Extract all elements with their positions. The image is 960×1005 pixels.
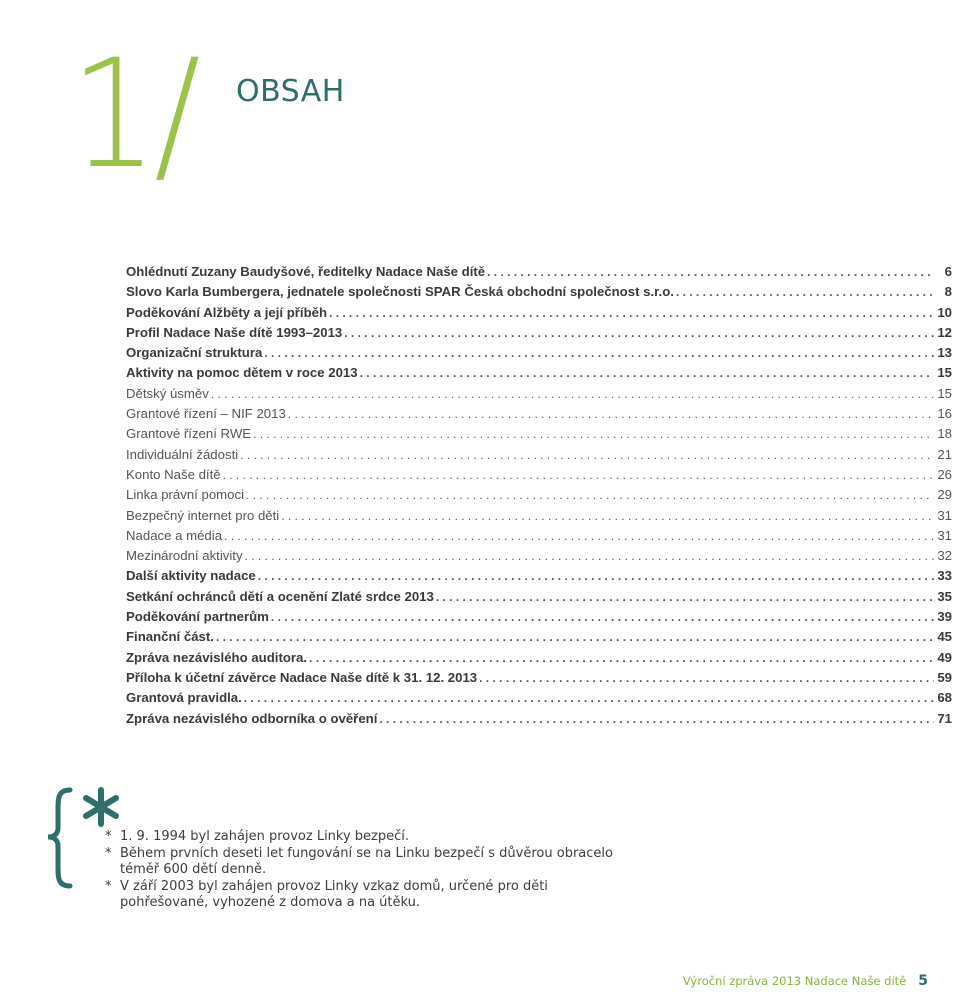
toc-leader-dots	[379, 709, 934, 729]
toc-leader-dots	[436, 587, 934, 607]
toc-item[interactable]	[126, 506, 952, 526]
page-number: 5	[918, 973, 928, 989]
fact-text: Během prvních deseti let fungování se na Linku bezpečí s důvěrou obracelo téměř 600 dětí denně.	[120, 845, 613, 877]
toc-item-page: 16	[937, 406, 952, 422]
toc-leader-dots	[258, 566, 934, 586]
fact-text: V září 2003 byl zahájen provoz Linky vzkaz domů, určené pro děti pohřešované, vyhozené z domova a na útěku.	[120, 878, 548, 910]
toc-item-title: Zpráva nezávislého auditora.	[126, 649, 308, 665]
toc-item[interactable]	[126, 424, 952, 444]
toc-leader-dots	[216, 627, 934, 647]
page-footer	[683, 973, 928, 989]
toc-leader-dots	[264, 343, 934, 363]
toc-item[interactable]	[126, 688, 952, 708]
toc-item[interactable]	[126, 282, 952, 302]
fact-bullet: *	[105, 829, 112, 844]
toc-item-page: 15	[937, 365, 952, 381]
toc-leader-dots	[244, 688, 934, 708]
toc-item[interactable]	[126, 363, 952, 383]
toc-item-title: Mezinárodní aktivity	[126, 548, 243, 564]
toc-item-title: Zpráva nezávislého odborníka o ověření	[126, 710, 378, 726]
toc-item-page: 21	[937, 446, 952, 462]
toc-item[interactable]	[126, 404, 952, 424]
toc-item[interactable]	[126, 323, 952, 343]
toc-item-page: 15	[937, 385, 952, 401]
toc-leader-dots	[288, 404, 934, 424]
toc-leader-dots	[360, 363, 934, 383]
toc-item-title: Setkání ochránců dětí a ocenění Zlaté srdce 2013	[126, 588, 434, 604]
toc-item-title: Profil Nadace Naše dítě 1993–2013	[126, 324, 343, 340]
toc-item-title: Grantová pravidla.	[126, 690, 242, 706]
toc-item-page: 39	[937, 609, 952, 625]
fact-item	[105, 829, 630, 846]
toc-item[interactable]	[126, 709, 952, 729]
toc-leader-dots	[240, 445, 934, 465]
toc-leader-dots	[676, 282, 934, 302]
footer-report-title: Výroční zpráva 2013 Nadace Naše dítě	[682, 974, 907, 988]
fact-bullet: *	[105, 878, 112, 894]
toc-item[interactable]	[126, 485, 952, 505]
toc-leader-dots	[223, 465, 934, 485]
toc-leader-dots	[479, 668, 934, 688]
toc-item-page: 35	[937, 588, 952, 604]
toc-leader-dots	[211, 384, 934, 404]
toc-item[interactable]	[126, 343, 952, 363]
toc-item-page: 49	[937, 649, 952, 665]
toc-item[interactable]	[126, 668, 952, 688]
toc-item-title: Konto Naše dítě	[126, 466, 221, 482]
table-of-contents	[126, 262, 952, 729]
toc-item-title: Příloha k účetní závěrce Nadace Naše dítě k 31. 12. 2013	[126, 669, 478, 685]
toc-leader-dots	[245, 546, 934, 566]
toc-item-title: Finanční část.	[126, 629, 214, 645]
toc-item[interactable]	[126, 445, 952, 465]
facts-list	[105, 829, 630, 912]
toc-item-page: 13	[937, 345, 952, 361]
toc-item-page: 68	[937, 690, 952, 706]
toc-item[interactable]	[126, 262, 952, 282]
toc-item-page: 32	[937, 548, 952, 564]
toc-item-title: Individuální žádosti	[126, 446, 239, 462]
toc-item-title: Dětský úsměv	[126, 385, 209, 401]
toc-leader-dots	[329, 303, 934, 323]
toc-leader-dots	[224, 526, 934, 546]
toc-item[interactable]	[126, 566, 952, 586]
toc-item-title: Slovo Karla Bumbergera, jednatele společnosti SPAR Česká obchodní společnost s.r.o.	[126, 284, 674, 300]
toc-item-title: Linka právní pomoci	[126, 487, 245, 503]
toc-item-page: 59	[937, 669, 952, 685]
toc-leader-dots	[309, 648, 934, 668]
fact-item	[105, 846, 630, 879]
toc-item[interactable]	[126, 303, 952, 323]
toc-item-page: 6	[944, 264, 952, 279]
fact-item	[105, 879, 630, 912]
toc-item[interactable]	[126, 587, 952, 607]
toc-item[interactable]	[126, 526, 952, 546]
toc-item-page: 31	[937, 527, 952, 543]
toc-item-title: Nadace a média	[126, 527, 223, 543]
toc-item-page: 26	[937, 466, 952, 482]
toc-item-title: Ohlédnutí Zuzany Baudyšové, ředitelky Nadace Naše dítě	[126, 264, 486, 279]
toc-leader-dots	[487, 262, 934, 282]
toc-item-title: Grantové řízení RWE	[126, 426, 252, 442]
fact-text: 1. 9. 1994 byl zahájen provoz Linky bezpečí.	[120, 829, 410, 844]
toc-item-title: Aktivity na pomoc dětem v roce 2013	[126, 365, 358, 381]
chapter-number: 1/	[70, 28, 197, 202]
toc-leader-dots	[344, 323, 934, 343]
toc-item-page: 10	[937, 304, 952, 320]
toc-item-title: Grantové řízení – NIF 2013	[126, 406, 286, 422]
toc-item-title: Další aktivity nadace	[126, 568, 256, 584]
toc-item[interactable]	[126, 465, 952, 485]
toc-leader-dots	[246, 485, 934, 505]
toc-item[interactable]	[126, 384, 952, 404]
toc-leader-dots	[271, 607, 934, 627]
toc-item-page: 31	[937, 507, 952, 523]
toc-item[interactable]	[126, 607, 952, 627]
toc-item-title: Bezpečný internet pro děti	[126, 507, 280, 523]
toc-item-page: 33	[937, 568, 952, 584]
toc-item[interactable]	[126, 627, 952, 647]
page-title: OBSAH	[236, 74, 345, 109]
toc-item-page: 8	[944, 284, 952, 300]
toc-item-title: Poděkování partnerům	[126, 609, 269, 625]
toc-leader-dots	[253, 424, 934, 444]
fact-bullet: *	[105, 845, 112, 861]
toc-item[interactable]	[126, 546, 952, 566]
toc-item-page: 18	[937, 426, 952, 442]
toc-item-title: Organizační struktura	[126, 345, 263, 361]
toc-leader-dots	[281, 506, 934, 526]
toc-item-title: Poděkování Alžběty a její příběh	[126, 304, 328, 320]
toc-item-page: 12	[937, 324, 952, 340]
toc-item-page: 29	[937, 487, 952, 503]
toc-item-page: 45	[937, 629, 952, 645]
toc-item-page: 71	[937, 710, 952, 726]
toc-item[interactable]	[126, 648, 952, 668]
